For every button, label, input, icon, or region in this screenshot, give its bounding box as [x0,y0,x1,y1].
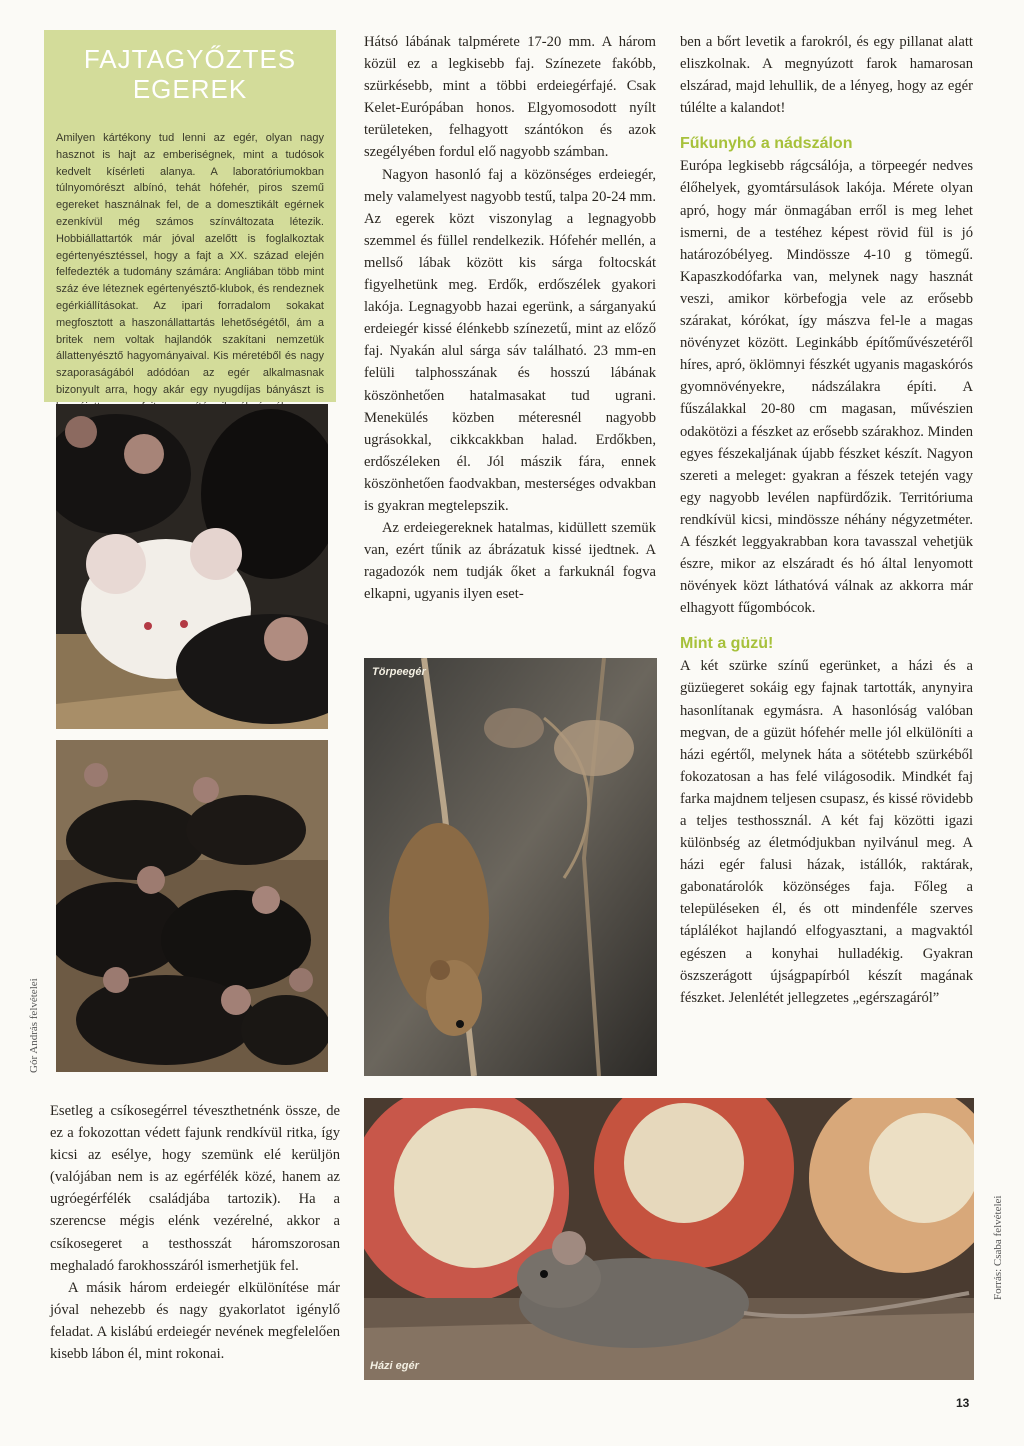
sidebar-title [56,44,324,104]
right-paragraph-0: ben a bőrt levetik a farokról, és egy pillanat alatt eliszkolnak. A megnyúzott farok hamarosan elszárad, majd lehullik, de a lényeg, hogy az egér túlélte a kalandot! [680,34,973,117]
caption-house-mouse: Házi egér [370,1360,419,1372]
photo-black-mice-nest [56,740,328,1072]
heading-fukunyho: Fűkunyhó a nádszálon [680,135,853,153]
title-line-2: EGEREK [132,74,248,104]
caption-harvest-mouse: Törpeegér [372,666,426,678]
middle-paragraph-2: Nagyon hasonló faj a közönséges erdeiegér, mely valamelyest nagyobb testű, talpa 20-24 mm. Az egerek közt viszonylag a legnagyobb szemmel és füllel rendelkezik. Hófehér mellén, a mellső lábak között kis sárga foltocskát figyelhetünk meg. Erdők, erdőszélek gyakori lakója. Legnagyobb hazai egerünk, a sárganyakú erdeiegér kissé élénkebb színezetű, mint az előző faj. Nyakán alul sárga sáv található. 23 mm-en felüli talphosszának és hosszú lábának köszönhetően hatalmasakat tud ugrani. Menekülés közben méteresnél nagyobb ugrásokkal, cikkcakkban halad. Erdőkben, erdőszéleken él. Jól mászik fára, ennek köszönhetően faodvakban, mesterséges odvakban is gyakran megtelepszik. [364,166,656,514]
sidebar-text: Amilyen kártékony tud lenni az egér, olyan nagy hasznot is hajt az emberiségnek, mint a tudósok kedvelt kísérleti alanya. A laboratóriumokban túlnyomórészt albínó, tehát hófehér, piros szemű egereket használnak fel, de a domesztikált egérnek ezenkívül még számos színváltozata létezik. Hobbiállattartók már jóval azelőtt is foglalkoztak egértenyésztéssel, hogy a fajt a XX. század elején felfedezték a tudomány számára: Angliában több mint száz éve léteznek egértenyésztő-klubok, és rendeznek egérkiállításokat. Az ipari forradalom sokakat megfosztott a haszonállattartás lehetőségétől, ám a britek nem voltak hajlandók szakítani nemzetük állattenyésztő hagyományaival. Kis méretéből és nagy szaporaságából adódóan az egér alkalmasnak bizonyult arra, hogy akár egy nyugdíjas bányászt is [56,132,324,396]
photo-credit-right: Forrás: Csaba felvételei [992,1195,1004,1300]
photo-harvest-mouse [364,658,657,1076]
heading-mint-a-guzu: Mint a güzü! [680,635,774,653]
page-number: 13 [956,1396,970,1410]
right-column [680,31,973,1009]
right-paragraph-2: A két szürke színű egerünket, a házi és a güzüegeret sokáig egy fajnak tartották, anynyira hasonlítanak egymásra. A hasonlóság valóban megvan, de a güzüt hófehér melle jól elkülöníti a házi egértől, melynek háta a sötétebb szürkéből fokozatosan a has felé világosodik. Mindkét faj farka majdnem teljesen csupasz, és kissé rövidebb a teljes testhossznál. A két faj közötti igazi különbség az életmódjukban nyilvánul meg. A házi egér falusi házak, istállók, raktárak, gabonatárolók közönséges faja. Főleg a településeken él, és ott mindenféle szerves táplálékot hajlandó elfogyasztani, a magvaktól egészen a konyhai hulladékig. Gyakran öszszerágott újságpapírból készít magának fészket. Jelenlétét jellegzetes „egérszagáról” [680,658,973,1006]
photo-credit-left: Gór András felvételei [28,978,40,1073]
middle-column [364,31,656,605]
left-column [50,1100,340,1365]
photo-fancy-mice [56,404,328,729]
title-line-1: FAJTAGYŐZTES [83,44,297,74]
right-paragraph-1: Európa legkisebb rágcsálója, a törpeegér nedves élőhelyek, gyomtársulások lakója. Mérete olyan apró, hogy már önmagában erről is meg lehet ismerni, de a testéhez képest rövid fül is jó határozóbélyeg. Mindössze 4-10 g tömegű. Kapaszkodófarka van, melynek nagy hasznát veszi, amikor körbefogja vele az erősebb szárakat, kórókat, így mászva fel-le a magas növényzet között. Leginkább építőművészetéről híres, apró, öklömnyi fészkét ugyanis magaskórós gyomnövényekre, nádszálakra építi. A fűszálakkal 20-80 cm magasan, művészien odakötözi a fészket az erősebb szárakhoz. Minden egyes fészekaljának újabb fészket készít. Nagyon szereti a meleget: gyakran a fészek tetején vagy egy nagyobb levélen napfürdőzik. Territóriuma rendkívül kicsi, mindössze néhány négyzetméter. A fészkét leggyakrabban kora tavasszal vehetjük észre, mikor az elszáradt és hó által lenyomott növények közt láthatóvá válnak az akkorra már elhagyott fűgombócok. [680,158,973,617]
middle-paragraph-3: Az erdeiegereknek hatalmas, kidüllett szemük van, ezért tűnik az ábrázatuk kissé ijedtnek. A ragadozók nem tudják őket a farkuknál fogva elkapni, ugyanis ilyen eset- [364,520,656,603]
middle-paragraph-1: Hátsó lábának talpmérete 17-20 mm. A három közül ez a legkisebb faj. Színezete fakóbb, szürkésebb, mint a többi erdeiegérfajé. Csak Kelet-Európában honos. Elgyomosodott nyílt területeken, felhagyott szántókon és azok szegélyében fordul elő nagyobb számban. [364,34,656,161]
photo-house-mouse [364,1098,974,1380]
left-paragraph-1: Esetleg a csíkosegérrel téveszthetnénk össze, de ez a fokozottan védett fajunk rendkívül ritka, így kicsi az esélye, hogy szemünk elé kerüljön (valójában nem is az egérfélék közé, hanem az ugróegérfélék családjába tartozik). Ha a szerencse mégis elénk vezérelné, akkor a csíkosegeret a testhosszát háromszorosan meghaladó farokhosszáról ismerhetjük fel. [50,1103,340,1274]
left-paragraph-2: A másik három erdeiegér elkülönítése már jóval nehezebb és nagy gyakorlatot igénylő feladat. A kislábú erdeiegér nevének megfelelően kisebb lábon él, mint rokonai. [50,1279,340,1363]
sidebar-box [44,30,336,402]
